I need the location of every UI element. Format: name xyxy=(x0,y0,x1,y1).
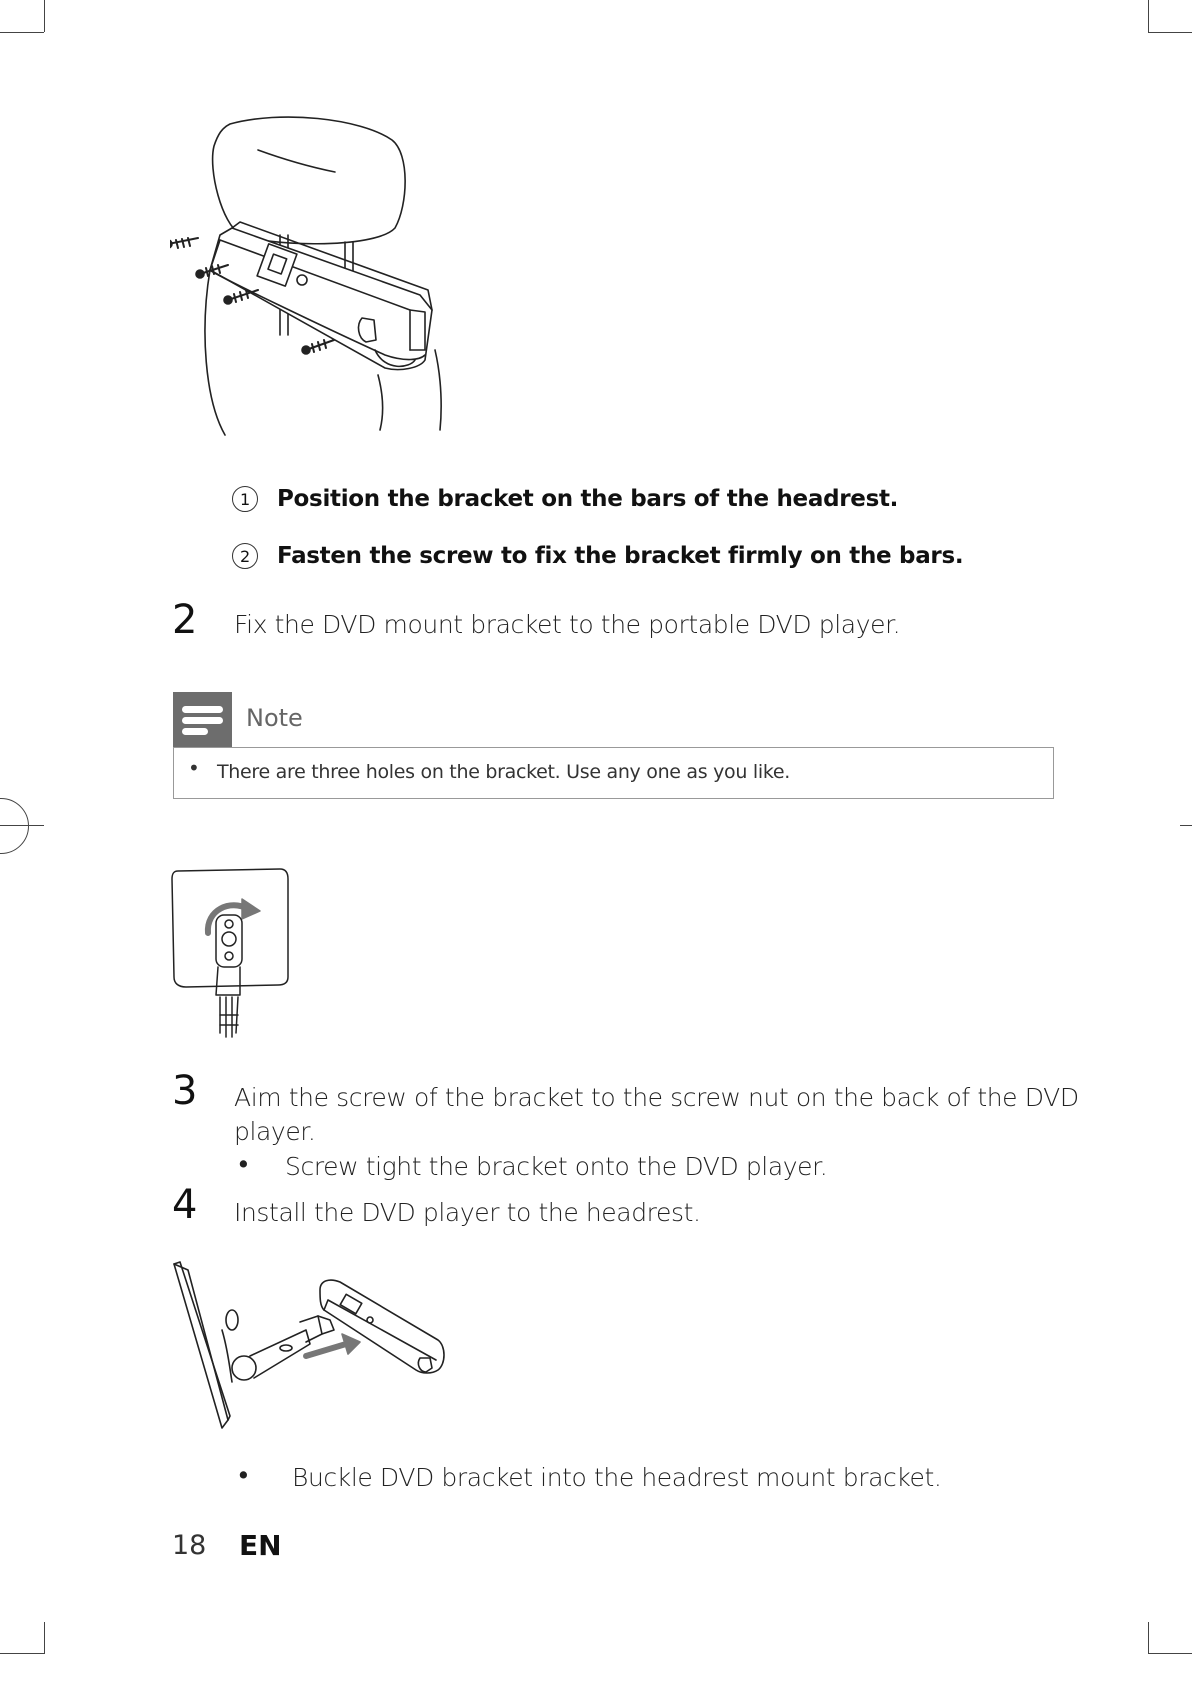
bullet: • xyxy=(236,1461,251,1490)
bullet: • xyxy=(188,756,200,780)
note-icon xyxy=(173,692,232,747)
step-text-continued: player. xyxy=(234,1117,316,1146)
note-box xyxy=(173,747,1054,799)
substep-1 xyxy=(232,486,898,512)
crop-mark xyxy=(0,1653,44,1654)
substep-text: Position the bracket on the bars of the headrest. xyxy=(277,486,899,512)
step-number: 3 xyxy=(172,1068,198,1114)
step-bullet-text: Buckle DVD bracket into the headrest mount bracket. xyxy=(292,1463,942,1492)
substep-text: Fasten the screw to fix the bracket firmly on the bars. xyxy=(277,543,964,569)
crop-mark xyxy=(1148,32,1192,33)
crop-mark xyxy=(1148,1622,1149,1654)
language-code: EN xyxy=(239,1529,282,1562)
crop-mark xyxy=(1148,1653,1192,1654)
headrest-bracket-illustration xyxy=(170,110,450,440)
bullet: • xyxy=(236,1150,251,1179)
step-text: Fix the DVD mount bracket to the portable DVD player. xyxy=(234,610,901,639)
substep-2 xyxy=(232,543,963,569)
circled-number: 1 xyxy=(232,486,258,512)
registration-mark xyxy=(0,798,29,854)
dvd-to-headrest-illustration xyxy=(170,1260,450,1430)
crop-mark xyxy=(0,32,44,33)
dvd-bracket-screw-illustration xyxy=(170,865,295,1045)
note-label: Note xyxy=(246,704,303,732)
page-number: 18 xyxy=(172,1530,207,1561)
crop-mark xyxy=(1180,825,1192,826)
crop-mark xyxy=(44,0,45,32)
crop-mark xyxy=(1148,0,1149,32)
crop-mark xyxy=(44,1622,45,1654)
step-number: 4 xyxy=(172,1182,198,1228)
step-text: Aim the screw of the bracket to the screw nut on the back of the DVD xyxy=(234,1083,1079,1112)
circled-number: 2 xyxy=(232,543,258,569)
step-bullet-text: Screw tight the bracket onto the DVD player. xyxy=(285,1152,828,1181)
note-item: There are three holes on the bracket. Use any one as you like. xyxy=(217,761,790,783)
step-text: Install the DVD player to the headrest. xyxy=(234,1198,701,1227)
step-number: 2 xyxy=(172,597,198,643)
